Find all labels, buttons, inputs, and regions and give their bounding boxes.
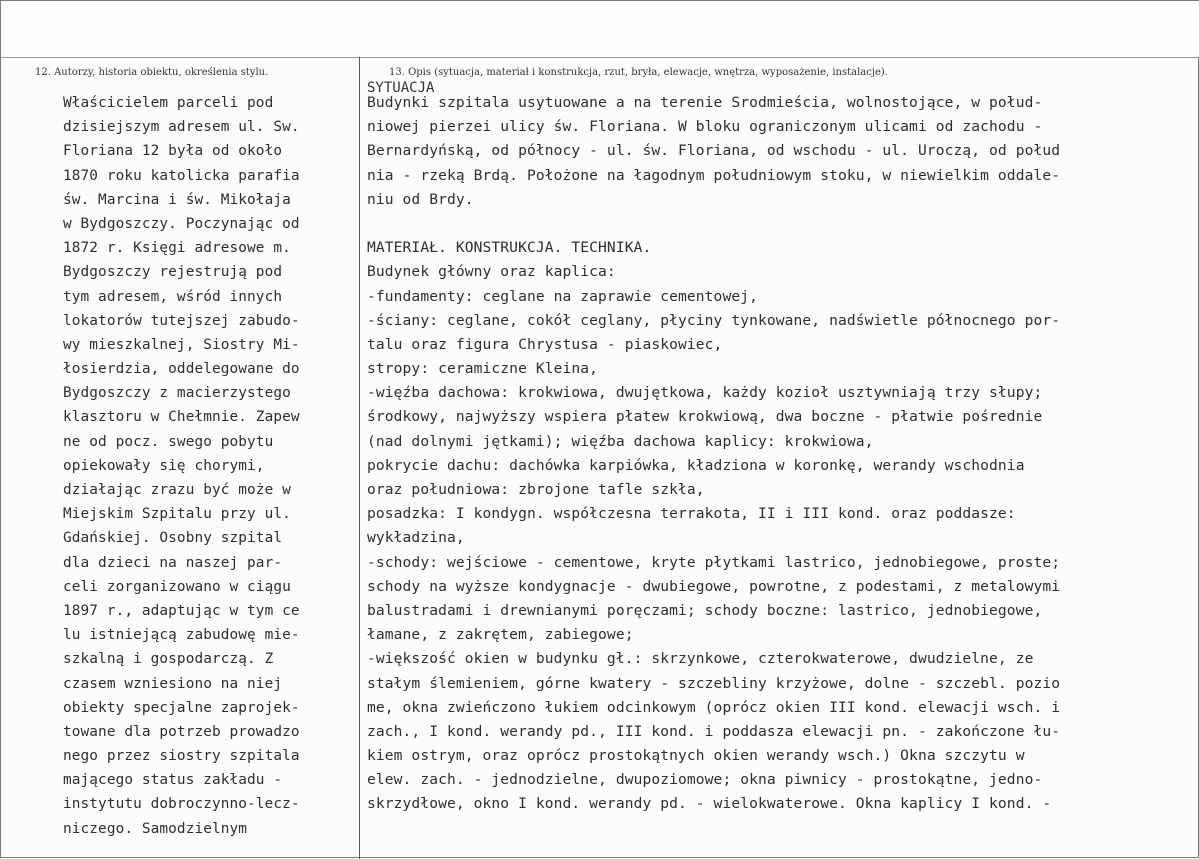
- left-column-header: 12. Autorzy, historia obiektu, określenia stylu.: [35, 67, 269, 78]
- left-column-text-line: lu istniejącą zabudowę mie-: [63, 627, 300, 644]
- column-divider: [359, 57, 360, 859]
- left-column-text-line: 1870 roku katolicka parafia: [63, 167, 300, 184]
- left-column-text-line: Bydgoszczy rejestrują pod: [63, 264, 283, 281]
- left-column-text-line: dzisiejszym adresem ul. Sw.: [63, 119, 300, 136]
- left-column-text-line: obiekty specjalne zaprojek-: [63, 699, 300, 716]
- left-column-text-line: 1897 r., adaptując w tym ce: [63, 602, 300, 619]
- left-column-text-line: celi zorganizowano w ciągu: [63, 578, 291, 595]
- right-column-text-line: wykładzina,: [367, 529, 465, 547]
- right-column-text-line: skrzydłowe, okno I kond. werandy pd. - wielokwaterowe. Okna kaplicy I kond. -: [367, 795, 1052, 813]
- left-column-text-line: Bydgoszczy z macierzystego: [63, 385, 291, 402]
- left-column-text-line: towane dla potrzeb prowadzo: [63, 723, 300, 740]
- left-column-text-line: łosierdzia, oddelegowane do: [63, 361, 300, 378]
- right-column-text-line: -większość okien w budynku gł.: skrzynkowe, czterokwaterowe, dwudzielne, ze: [367, 650, 1034, 668]
- right-column-text-line: -schody: wejściowe - cementowe, kryte płytkami lastrico, jednobiegowe, proste;: [367, 553, 1061, 571]
- right-column-text-line: [367, 212, 1060, 236]
- left-column-text-line: instytutu dobroczynno-lecz-: [63, 796, 300, 813]
- right-column-text-line: -fundamenty: ceglane na zaprawie cementowej,: [367, 287, 758, 305]
- left-column-text-line: 1872 r. Księgi adresowe m.: [63, 240, 291, 257]
- left-column-text-line: w Bydgoszczy. Poczynając od: [63, 215, 300, 232]
- right-column-text: [367, 91, 1060, 817]
- right-column-text-line: zach., I kond. werandy pd., III kond. i poddasza elewacji pn. - zakończone łu-: [367, 722, 1061, 740]
- left-column-text-line: klasztoru w Chełmnie. Zapew: [63, 409, 300, 426]
- left-column-text-line: niczego. Samodzielnym: [63, 820, 248, 837]
- left-column-text-line: lokatorów tutejszej zabudo-: [63, 312, 300, 329]
- left-column-text-line: tym adresem, wśród innych: [63, 288, 283, 305]
- right-column-text-line: pokrycie dachu: dachówka karpiówka, kładziona w koronkę, werandy wschodnia: [367, 456, 1025, 474]
- left-column-text-line: ne od pocz. swego pobytu: [63, 433, 274, 450]
- right-column-text-line: stałym ślemieniem, górne kwatery - szczebliny krzyżowe, dolne - szczebl. pozio: [367, 674, 1061, 692]
- right-column-text-line: -ściany: ceglane, cokół ceglany, płyciny tynkowane, nadświetle północnego por-: [367, 311, 1061, 329]
- right-column-text-line: (nad dolnymi jętkami); więźba dachowa kaplicy: krokwiowa,: [367, 432, 874, 450]
- right-column-text-line: elew. zach. - jednodzielne, dwupoziomowe; okna piwnicy - prostokątne, jedno-: [367, 771, 1043, 789]
- left-column-text-line: opiekowały się chorymi,: [63, 457, 265, 474]
- section-label-sytuacja: SYTUACJA: [367, 80, 435, 96]
- right-column-text-line: Bernardyńską, od północy - ul. św. Floriana, od wschodu - ul. Uroczą, od połud: [367, 142, 1061, 160]
- left-column-text: [63, 91, 300, 841]
- left-column-text-line: Floriana 12 była od około: [63, 143, 283, 160]
- top-margin-frame: [1, 1, 1199, 58]
- right-column-text-line: oraz południowa: zbrojone tafle szkła,: [367, 481, 705, 498]
- left-column-text-line: nego przez siostry szpitala: [63, 748, 300, 765]
- left-column-text-line: mającego status zakładu -: [63, 772, 283, 789]
- right-column-text-line: kiem ostrym, oraz oprócz prostokątnych okien werandy wsch.) Okna szczytu w: [367, 747, 1025, 765]
- left-column-text-line: działając zrazu być może w: [63, 482, 291, 498]
- left-column-text-line: wy mieszkalnej, Siostry Mi-: [63, 336, 300, 353]
- right-column-text-line: posadzka: I kondygn. współczesna terrakota, II i III kond. oraz poddasze:: [367, 505, 1016, 523]
- right-column-text-line: me, okna zwieńczono łukiem odcinkowym (oprócz okien III kond. elewacji wsch. i: [367, 698, 1061, 716]
- right-column-text-line: Budynek główny oraz kaplica:: [367, 263, 616, 281]
- left-column-text-line: czasem wzniesiono na niej: [63, 675, 283, 692]
- right-column-text-line: MATERIAŁ. KONSTRUKCJA. TECHNIKA.: [367, 239, 652, 257]
- right-column-text-line: niowej pierzei ulicy św. Floriana. W bloku ograniczonym ulicami od zachodu -: [367, 118, 1043, 136]
- right-column-text-line: talu oraz figura Chrystusa - piaskowiec,: [367, 335, 723, 353]
- right-column-text-line: niu od Brdy.: [367, 190, 474, 208]
- left-column-text-line: św. Marcina i św. Mikołaja: [63, 191, 291, 208]
- left-column-text-line: dla dzieci na naszej par-: [63, 554, 283, 571]
- right-column-text-line: balustradami i drewnianymi poręczami; schody boczne: lastrico, jednobiegowe,: [367, 601, 1043, 619]
- right-column-header: 13. Opis (sytuacja, materiał i konstrukcja, rzut, bryła, elewacje, wnętrza, wyposażenie, instalacje).: [389, 67, 888, 78]
- right-column-text-line: schody na wyższe kondygnacje - dwubiegowe, powrotne, z podestami, z metalowymi: [367, 577, 1061, 595]
- left-column-text-line: Właścicielem parceli pod: [63, 95, 274, 111]
- left-column-text-line: szkalną i gospodarczą. Z: [63, 651, 274, 668]
- right-column-text-line: nia - rzeką Brdą. Położone na łagodnym południowym stoku, w niewielkim oddale-: [367, 166, 1061, 184]
- right-column-text-line: Budynki szpitala usytuowane a na terenie Srodmieścia, wolnostojące, w połud-: [367, 94, 1043, 111]
- right-column-text-line: łamane, z zakrętem, zabiegowe;: [367, 626, 634, 644]
- right-column-text-line: -więźba dachowa: krokwiowa, dwujętkowa, każdy kozioł usztywniają trzy słupy;: [367, 384, 1043, 402]
- left-column-text-line: Miejskim Szpitalu przy ul.: [63, 506, 291, 523]
- right-column-text-line: stropy: ceramiczne Kleina,: [367, 360, 599, 378]
- left-column-text-line: Gdańskiej. Osobny szpital: [63, 530, 283, 547]
- right-column-text-line: środkowy, najwyższy wspiera płatew krokwiową, dwa boczne - płatwie pośrednie: [367, 408, 1043, 426]
